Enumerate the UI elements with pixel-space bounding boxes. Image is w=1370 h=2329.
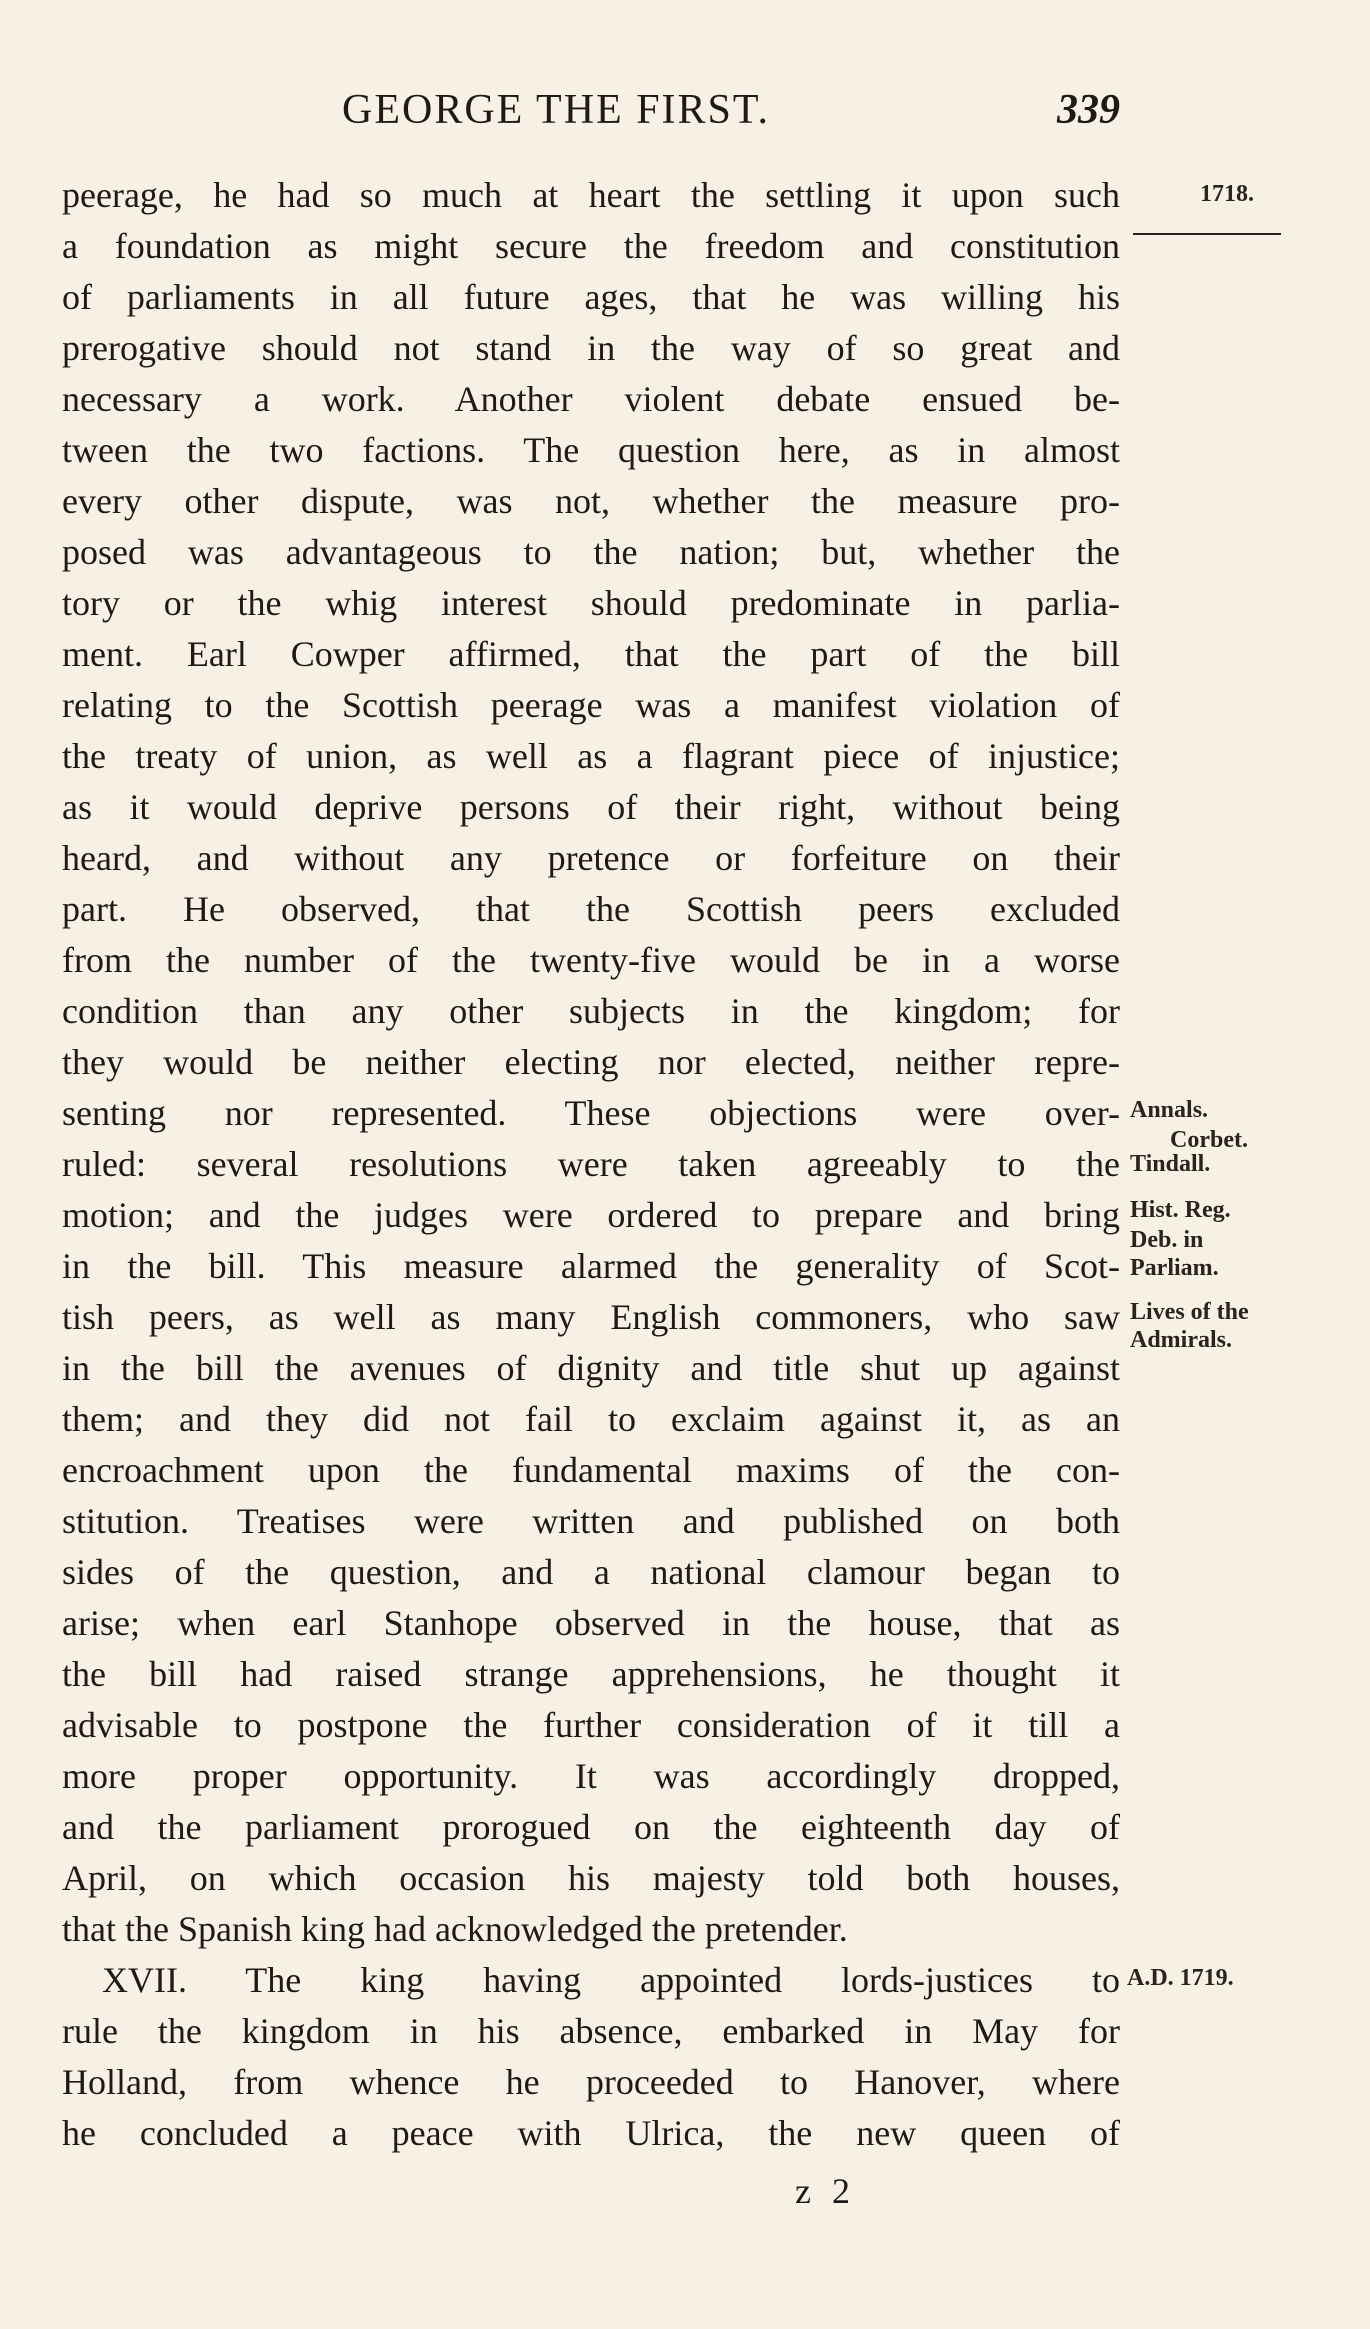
margin-note-hist-reg: Hist. Reg. xyxy=(1130,1197,1231,1223)
text-line: tish peers, as well as many English commoners, who saw xyxy=(62,1297,1120,1337)
text-line: part. He observed, that the Scottish peers excluded xyxy=(62,889,1120,929)
margin-year-1719: A.D. 1719. xyxy=(1127,1965,1234,1991)
text-line: a foundation as might secure the freedom and constitution xyxy=(62,226,1120,266)
page-number: 339 xyxy=(1057,87,1120,133)
text-line: April, on which occasion his majesty told both houses, xyxy=(62,1858,1120,1898)
margin-note-annals: Annals. xyxy=(1130,1097,1209,1123)
text-line: arise; when earl Stanhope observed in the house, that as xyxy=(62,1603,1120,1643)
text-line: posed was advantageous to the nation; but, whether the xyxy=(62,532,1120,572)
text-line: more proper opportunity. It was accordingly dropped, xyxy=(62,1756,1120,1796)
text-line: the bill had raised strange apprehensions, he thought it xyxy=(62,1654,1120,1694)
text-line: ruled: several resolutions were taken agreeably to the xyxy=(62,1144,1120,1184)
body-text xyxy=(62,170,1120,2159)
text-line: in the bill. This measure alarmed the generality of Scot- xyxy=(62,1246,1120,1286)
margin-year-1718: 1718. xyxy=(1200,181,1254,207)
signature-mark: z 2 xyxy=(795,2171,856,2211)
margin-note-lives-of-the: Lives of the xyxy=(1130,1299,1249,1325)
margin-note-corbet: Corbet. xyxy=(1170,1127,1248,1153)
text-line: the treaty of union, as well as a flagrant piece of injustice; xyxy=(62,736,1120,776)
text-line: senting nor represented. These objections were over- xyxy=(62,1093,1120,1133)
text-line: prerogative should not stand in the way of so great and xyxy=(62,328,1120,368)
text-line: as it would deprive persons of their right, without being xyxy=(62,787,1120,827)
text-line: motion; and the judges were ordered to prepare and bring xyxy=(62,1195,1120,1235)
text-line: them; and they did not fail to exclaim against it, as an xyxy=(62,1399,1120,1439)
margin-note-parliam: Parliam. xyxy=(1130,1255,1219,1281)
text-line: in the bill the avenues of dignity and title shut up against xyxy=(62,1348,1120,1388)
margin-note-admirals: Admirals. xyxy=(1130,1327,1232,1353)
text-line: relating to the Scottish peerage was a manifest violation of xyxy=(62,685,1120,725)
text-line: Holland, from whence he proceeded to Hanover, where xyxy=(62,2062,1120,2102)
running-title: GEORGE THE FIRST. xyxy=(342,87,770,133)
text-line: he concluded a peace with Ulrica, the new queen of xyxy=(62,2113,1120,2153)
text-line: tween the two factions. The question here, as in almost xyxy=(62,430,1120,470)
text-line: they would be neither electing nor elected, neither repre- xyxy=(62,1042,1120,1082)
margin-note-tindall: Tindall. xyxy=(1130,1151,1211,1177)
text-line: peerage, he had so much at heart the settling it upon such xyxy=(62,175,1120,215)
text-line: that the Spanish king had acknowledged the pretender. xyxy=(62,1909,848,1949)
text-line: rule the kingdom in his absence, embarked in May for xyxy=(62,2011,1120,2051)
running-header xyxy=(62,86,1120,146)
text-line: ment. Earl Cowper affirmed, that the part of the bill xyxy=(62,634,1120,674)
text-line: encroachment upon the fundamental maxims of the con- xyxy=(62,1450,1120,1490)
text-line: advisable to postpone the further consideration of it till a xyxy=(62,1705,1120,1745)
text-line: stitution. Treatises were written and published on both xyxy=(62,1501,1120,1541)
text-line: heard, and without any pretence or forfeiture on their xyxy=(62,838,1120,878)
text-line: tory or the whig interest should predominate in parlia- xyxy=(62,583,1120,623)
margin-divider xyxy=(1133,233,1281,235)
text-line: of parliaments in all future ages, that he was willing his xyxy=(62,277,1120,317)
margin-note-deb-in: Deb. in xyxy=(1130,1227,1204,1253)
text-line: from the number of the twenty-five would be in a worse xyxy=(62,940,1120,980)
text-line: necessary a work. Another violent debate ensued be- xyxy=(62,379,1120,419)
text-line: condition than any other subjects in the kingdom; for xyxy=(62,991,1120,1031)
text-line: every other dispute, was not, whether the measure pro- xyxy=(62,481,1120,521)
text-line: sides of the question, and a national clamour began to xyxy=(62,1552,1120,1592)
text-line: and the parliament prorogued on the eighteenth day of xyxy=(62,1807,1120,1847)
paragraph-start-line: XVII. The king having appointed lords-justices to xyxy=(102,1960,1120,2000)
